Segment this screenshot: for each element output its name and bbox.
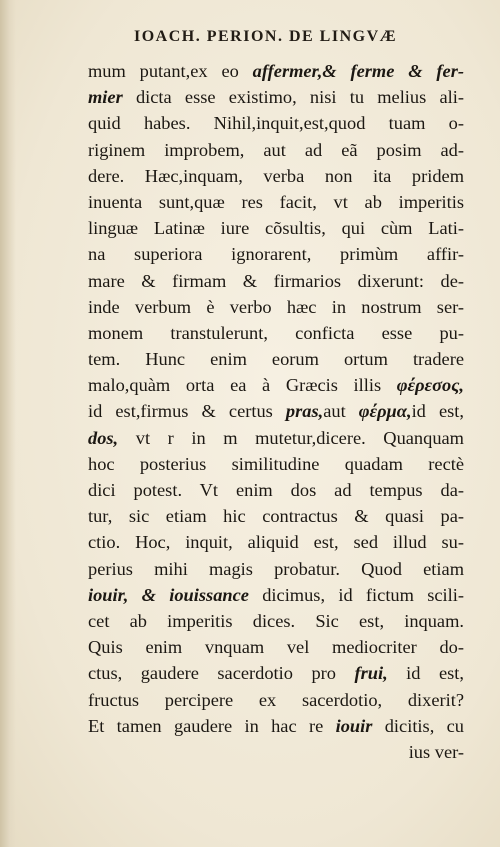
text-segment: linguæ Latinæ iure cõsultis, qui cùm Lati-	[88, 218, 464, 239]
text-line	[88, 163, 464, 189]
text-line	[88, 189, 464, 215]
text-segment: perius mihi magis probatur. Quod etiam	[88, 558, 464, 579]
italic-text-segment: iouir, & iouissance	[88, 584, 249, 605]
text-segment: ctio. Hoc, inquit, aliquid est, sed illud su-	[88, 532, 464, 553]
text-line	[88, 398, 464, 424]
text-segment: id est,	[387, 663, 464, 684]
text-segment: hoc posterius similitudine quadam rectè	[88, 453, 464, 474]
text-segment: vt r in m mutetur,dicere. Quanquam	[118, 427, 464, 448]
text-segment: id est,	[411, 401, 464, 422]
text-segment: monem transtulerunt, conficta esse pu-	[88, 322, 464, 343]
text-segment: dicimus, id fictum scili-	[248, 584, 464, 605]
text-segment: mum putant,ex eo	[88, 61, 253, 81]
text-line	[88, 503, 464, 529]
text-line	[88, 556, 464, 582]
text-line	[88, 608, 464, 634]
text-segment: tem. Hunc enim eorum ortum tradere	[88, 349, 464, 370]
text-line	[88, 84, 464, 110]
text-line	[88, 529, 464, 555]
text-segment: Et tamen gaudere in hac re	[88, 715, 336, 736]
text-line	[88, 215, 464, 241]
text-line	[88, 425, 464, 451]
italic-text-segment: iouir	[335, 715, 373, 736]
text-line	[88, 739, 464, 765]
text-segment: riginem improbem, aut ad eã posim ad-	[88, 139, 464, 160]
text-segment: mare & firmam & firmarios dixerunt: de-	[88, 270, 464, 291]
text-segment: inde verbum è verbo hæc in nostrum ser-	[88, 296, 464, 317]
text-line	[88, 634, 464, 660]
text-segment: cet ab imperitis dices. Sic est, inquam.	[88, 610, 464, 631]
text-line	[88, 451, 464, 477]
italic-text-segment: φέρεσος,	[396, 375, 464, 396]
italic-text-segment: dos,	[88, 427, 119, 448]
running-head: IOACH. PERION. DE LINGVÆ	[134, 28, 398, 45]
text-line	[88, 58, 464, 84]
text-line	[88, 110, 464, 136]
text-segment: dere. Hæc,inquam, verba non ita pridem	[88, 165, 464, 186]
text-segment: dicta esse existimo, nisi tu melius ali-	[122, 87, 464, 108]
text-line	[88, 346, 464, 372]
text-segment: Quis enim vnquam vel mediocriter do-	[88, 637, 464, 658]
text-line	[88, 268, 464, 294]
text-segment: fructus percipere ex sacerdotio, dixerit?	[88, 689, 464, 710]
text-segment: inuenta sunt,quæ res facit, vt ab imperitis	[88, 191, 464, 212]
text-line	[88, 137, 464, 163]
italic-text-segment: frui,	[354, 663, 388, 684]
text-line	[88, 713, 464, 739]
italic-text-segment: φέρμα,	[358, 401, 412, 422]
text-line	[88, 477, 464, 503]
body-text	[88, 58, 464, 765]
text-line	[88, 372, 464, 398]
text-line	[88, 687, 464, 713]
text-line	[88, 660, 464, 686]
text-segment: ctus, gaudere sacerdotio pro	[88, 663, 355, 684]
text-segment: aut	[323, 401, 359, 422]
text-segment: id est,firmus & certus	[88, 401, 286, 422]
text-segment: dici potest. Vt enim dos ad tempus da-	[88, 480, 464, 500]
text-segment: malo,quàm orta ea à Græcis illis	[88, 375, 397, 396]
text-segment: dicitis, cu	[372, 715, 464, 736]
text-line	[88, 320, 464, 346]
text-line	[88, 582, 464, 608]
text-segment: tur, sic etiam hic contractus & quasi pa-	[88, 506, 464, 527]
text-segment: ius ver-	[408, 741, 464, 762]
text-segment: na superiora ignorarent, primùm affir-	[88, 244, 464, 265]
italic-text-segment: mier	[88, 87, 123, 108]
text-line	[88, 294, 464, 320]
italic-text-segment: affermer,& ferme & fer-	[252, 61, 464, 81]
italic-text-segment: pras,	[285, 401, 324, 422]
page-gutter	[0, 0, 16, 847]
text-segment: quid habes. Nihil,inquit,est,quod tuam o-	[88, 113, 464, 134]
text-line	[88, 241, 464, 267]
